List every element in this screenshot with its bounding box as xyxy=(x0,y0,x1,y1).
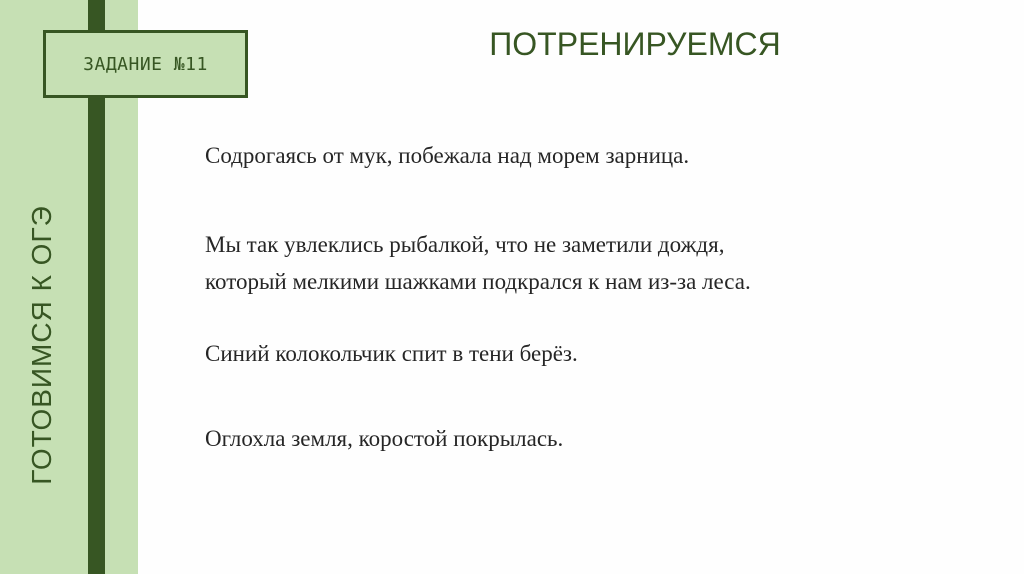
sentence-3: Синий колокольчик спит в тени берёз. xyxy=(205,341,578,366)
sentence-2-line-2: который мелкими шажками подкрался к нам из-за леса. xyxy=(205,269,751,294)
side-caption: ГОТОВИМСЯ К ОГЭ xyxy=(26,205,57,485)
side-caption-container xyxy=(12,205,72,485)
task-number-label: ЗАДАНИЕ №11 xyxy=(83,53,208,75)
sentence-2-line-1: Мы так увлеклись рыбалкой, что не заметили дождя, xyxy=(205,232,725,257)
sentence-list xyxy=(205,0,985,574)
slide-title: ПОТРЕНИРУЕМСЯ xyxy=(489,26,781,62)
sentence-4: Оглохла земля, коростой покрылась. xyxy=(205,426,564,451)
sentence-1: Содрогаясь от мук, побежала над морем зарница. xyxy=(205,143,690,168)
